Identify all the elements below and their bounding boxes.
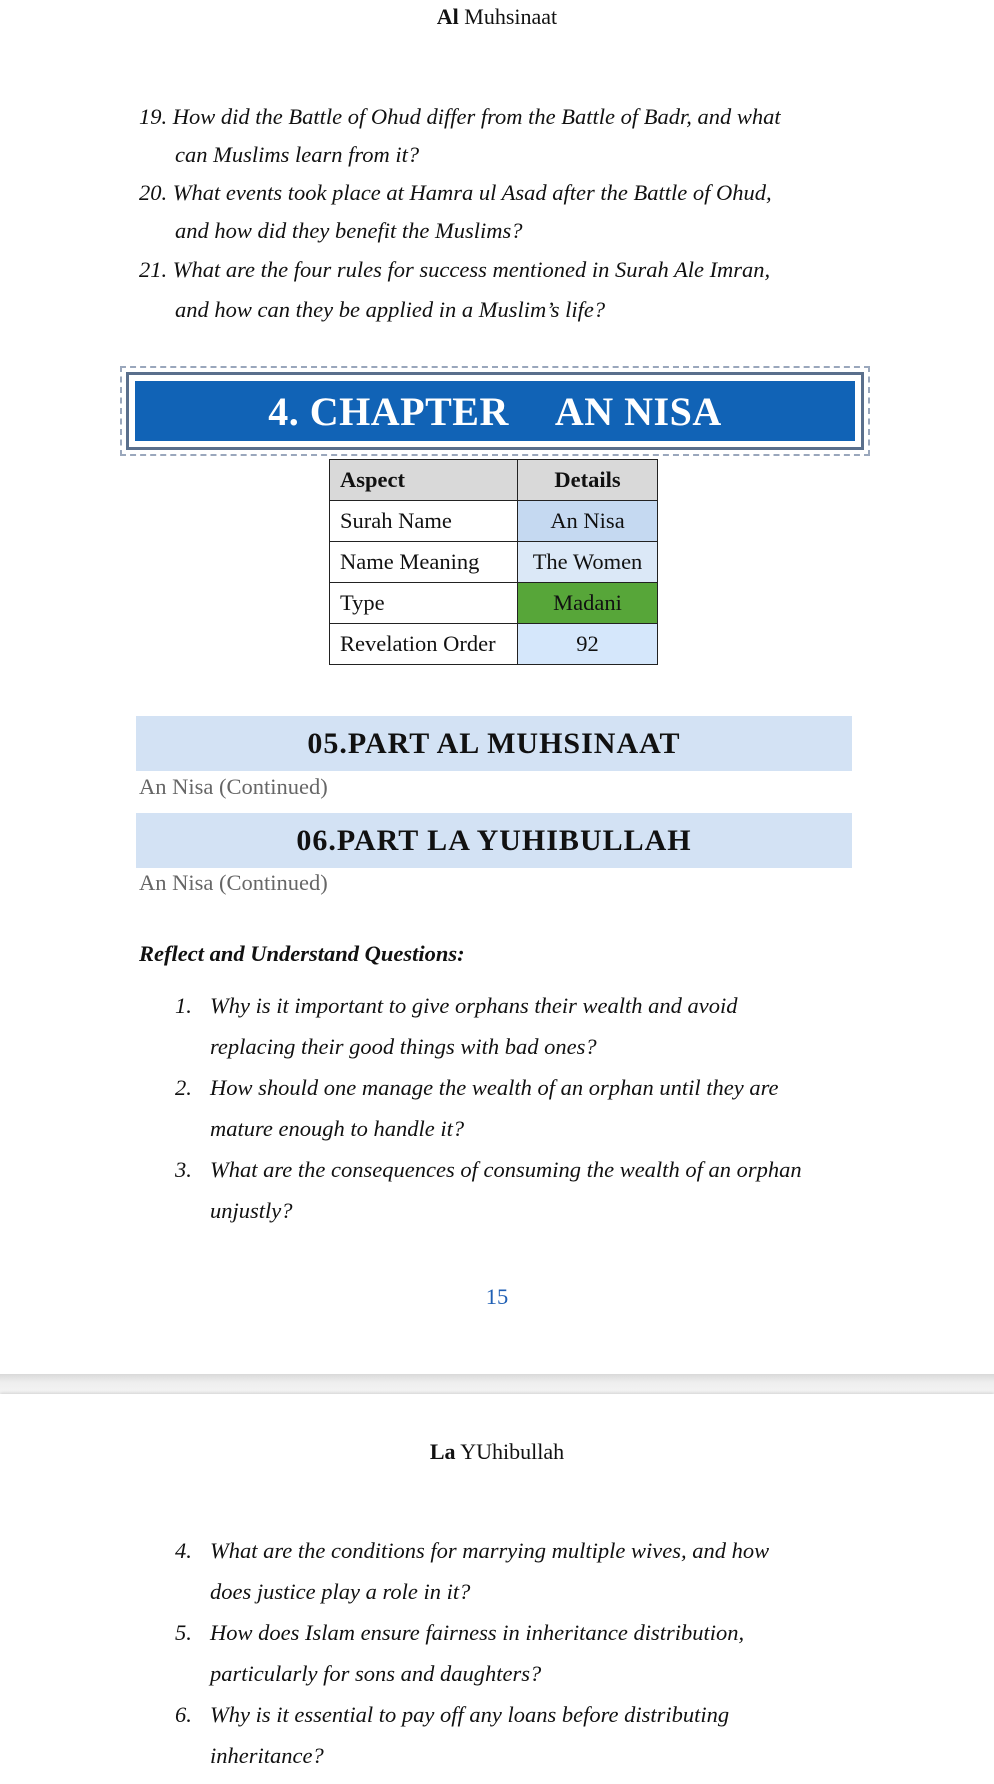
- running-head: [0, 4, 994, 30]
- table-cell-details: Madani: [518, 583, 658, 624]
- page-number: 15: [485, 1284, 509, 1309]
- section-heading: Reflect and Understand Questions:: [139, 941, 465, 966]
- list-item: 3. What are the consequences of consuming the wealth of an orphan unjustly?: [175, 1157, 802, 1223]
- chapter-banner: [126, 372, 864, 450]
- questions-list: [139, 1530, 899, 1776]
- running-head-text: Muhsinaat: [464, 4, 558, 29]
- table-cell-details: An Nisa: [518, 501, 658, 542]
- table-row: [330, 501, 658, 542]
- part-heading: 05.PART AL MUHSINAAT: [136, 716, 852, 771]
- table-cell-details: 92: [518, 624, 658, 665]
- table-row: [330, 583, 658, 624]
- prior-questions-list: [139, 98, 879, 330]
- table-row: [330, 542, 658, 583]
- list-item: 19. How did the Battle of Ohud differ from the Battle of Badr, and what can Muslims learn from it?: [139, 104, 781, 167]
- running-head-text: YUhibullah: [460, 1439, 565, 1464]
- list-item: 4. What are the conditions for marrying multiple wives, and how does justice play a role in it?: [175, 1538, 770, 1604]
- table-header-details: Details: [518, 460, 658, 501]
- running-head: [0, 1439, 994, 1465]
- questions-list: [139, 985, 899, 1231]
- document-page-16: [0, 1394, 994, 1784]
- list-item: 1. Why is it important to give orphans their wealth and avoid replacing their good things with bad ones?: [175, 993, 738, 1059]
- running-head-bold: Al: [436, 4, 459, 29]
- running-head-bold: La: [429, 1439, 456, 1464]
- part-note: An Nisa (Continued): [139, 774, 328, 799]
- surah-info-table: [329, 459, 658, 665]
- chapter-title: 4. CHAPTER AN NISA: [135, 381, 855, 441]
- list-item: 21. What are the four rules for success mentioned in Surah Ale Imran, and how can they be applied in a Muslim’s life?: [139, 257, 771, 322]
- table-header-aspect: Aspect: [330, 460, 518, 501]
- part-heading: 06.PART LA YUHIBULLAH: [136, 813, 852, 868]
- list-item: 6. Why is it essential to pay off any loans before distributing inheritance?: [175, 1702, 730, 1768]
- table-cell-aspect: Type: [330, 583, 518, 624]
- list-item: 2. How should one manage the wealth of an orphan until they are mature enough to handle it?: [175, 1075, 779, 1141]
- table-header-row: [330, 460, 658, 501]
- table-row: [330, 624, 658, 665]
- list-item: 20. What events took place at Hamra ul Asad after the Battle of Ohud, and how did they benefit the Muslims?: [139, 180, 772, 243]
- part-note: An Nisa (Continued): [139, 870, 328, 895]
- table-cell-aspect: Surah Name: [330, 501, 518, 542]
- table-cell-details: The Women: [518, 542, 658, 583]
- table-cell-aspect: Name Meaning: [330, 542, 518, 583]
- table-cell-aspect: Revelation Order: [330, 624, 518, 665]
- list-item: 5. How does Islam ensure fairness in inheritance distribution, particularly for sons and daughters?: [175, 1620, 745, 1686]
- page-separator: [0, 1374, 994, 1394]
